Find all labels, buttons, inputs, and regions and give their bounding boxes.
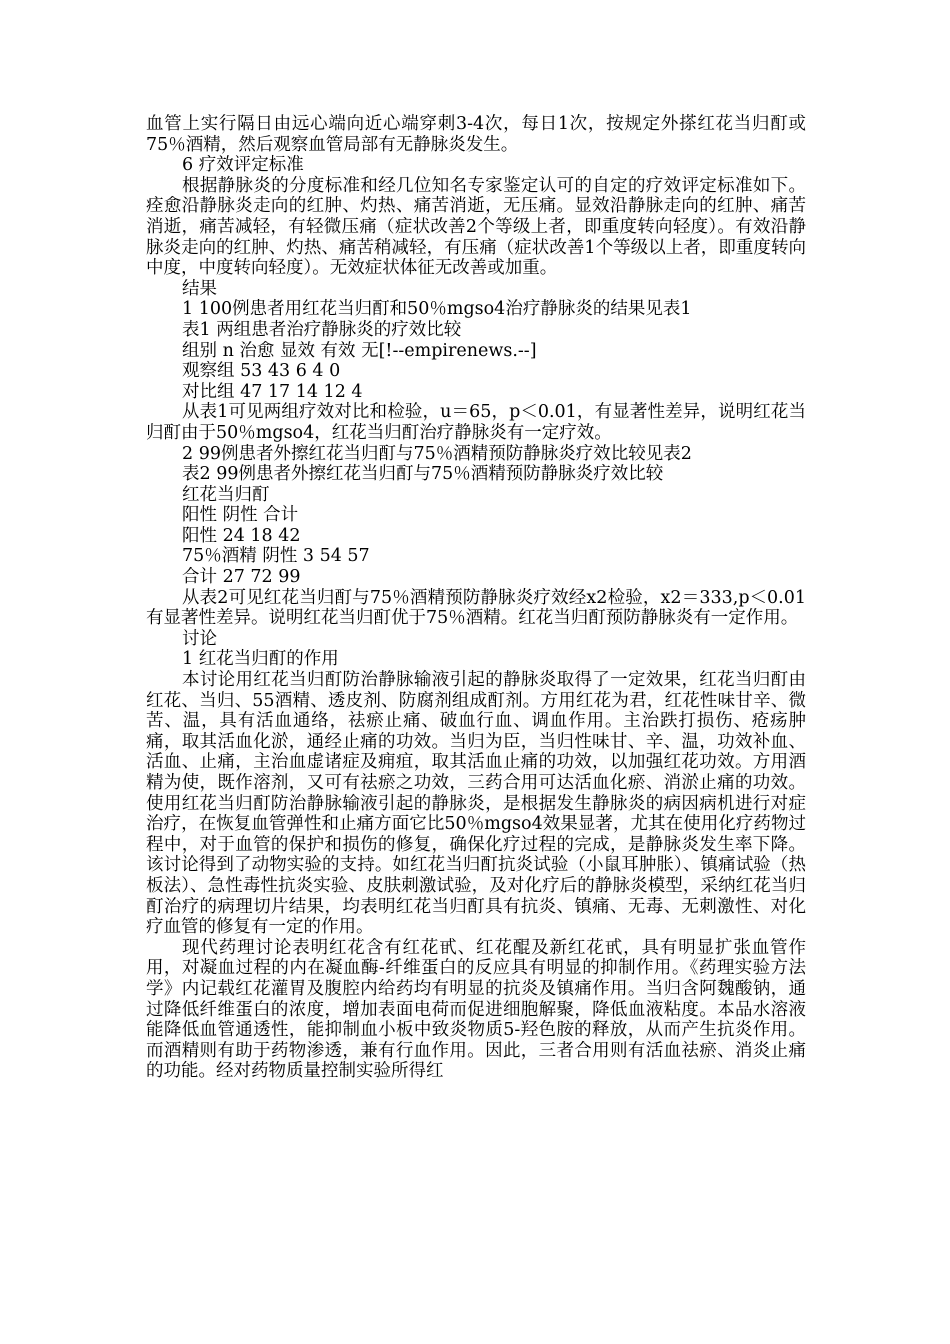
paragraph-result-2: 2 99例患者外擦红花当归酊与75％酒精预防静脉炎疗效比较见表2 (182, 443, 692, 464)
table-2-row-alcohol: 75％酒精 阴性 3 54 57 (182, 546, 370, 567)
table-1-caption: 表1 两组患者治疗静脉炎的疗效比较 (182, 319, 462, 340)
paragraph-procedure: 血管上实行隔日由远心端向近心端穿刺3-4次，每日1次，按规定外搽红花当归酊或75％酒精，然后观察血管局部有无静脉炎发生。 (146, 114, 806, 155)
paragraph-result-1: 1 100例患者用红花当归酊和50％mgso4治疗静脉炎的结果见表1 (182, 299, 692, 320)
paragraph-pharmacology: 现代药理讨论表明红花含有红花甙、红花醌及新红花甙，具有明显扩张血管作用，对凝血过程的内在凝血酶-纤维蛋白的反应具有明显的抑制作用。《药理实验方法学》内记载红花灌胃及腹腔内给药均有明显的抗炎及镇痛作用。当归含阿魏酸钠，通过降低纤维蛋白的浓度，增加表面电荷而促进细胞解聚，降低血液粘度。本品水溶液能降低血管通透性，能抑制血小板中致炎物质5-羟色胺的释放，从而产生抗炎作用。而酒精则有助于药物渗透，兼有行血作用。因此，三者合用则有活血祛瘀、消炎止痛的功能。经对药物质量控制实验所得红 (146, 937, 806, 1082)
paragraph-discussion-1: 本讨论用红花当归酊防治静脉输液引起的静脉炎取得了一定效果，红花当归酊由红花、当归、55酒精、透皮剂、防腐剂组成酊剂。方用红花为君，红花性味甘辛、微苦、温，具有活血通络，祛瘀止痛、破血行血、调血作用。主治跌打损伤、疮疡肿痛，取其活血化淤，通经止痛的功效。当归为臣，当归性味甘、辛、温，功效补血、活血、止痛，主治血虚诸症及痈疽，取其活血止痛的功效，以加强红花功效。方用酒精为使，既作溶剂，又可有祛瘀之功效，三药合用可达活血化瘀、消淤止痛的功效。使用红花当归酊防治静脉输液引起的静脉炎，是根据发生静脉炎的病因病机进行对症治疗，在恢复血管弹性和止痛方面它比50％mgso4效果显著，尤其在使用化疗药物过程中，对于血管的保护和损伤的修复，确保化疗过程的完成，是静脉炎发生率下降。该讨论得到了动物实验的支持。如红花当归酊抗炎试验（小鼠耳肿胀）、镇痛试验（热板法）、急性毒性抗炎实验、皮肤刺激试验，及对化疗后的静脉炎模型，采纳红花当归酊治疗的病理切片结果，均表明红花当归酊具有抗炎、镇痛、无毒、无刺激性、对化疗血管的修复有一定的作用。 (146, 670, 806, 938)
paragraph-criteria: 根据静脉炎的分度标准和经几位知名专家鉴定认可的自定的疗效评定标准如下。痊愈沿静脉炎走向的红肿、灼热、痛苦消逝，无压痛。显效沿静脉走向的红肿、痛苦消逝，痛苦减轻，有轻微压痛（症状改善2个等级上者，即重度转向轻度）。有效沿静脉炎走向的红肿、灼热、痛苦稍减轻，有压痛（症状改善1个等级以上者，即重度转向中度，中度转向轻度）。无效症状体征无改善或加重。 (146, 175, 806, 279)
heading-discussion-1: 1 红花当归酊的作用 (182, 649, 339, 670)
heading-results: 结果 (182, 278, 217, 299)
table-2-header: 阳性 阴性 合计 (182, 505, 299, 526)
table-1-row-observe: 观察组 53 43 6 4 0 (182, 361, 341, 382)
table-1-header: 组别 n 治愈 显效 有效 无[!--empirenews.--] (182, 340, 537, 361)
table-2-row-positive: 阳性 24 18 42 (182, 525, 301, 546)
table-1-row-control: 对比组 47 17 14 12 4 (182, 381, 363, 402)
table-2-row-total: 合计 27 72 99 (182, 567, 301, 588)
table-2-caption: 表2 99例患者外擦红花当归酊与75％酒精预防静脉炎疗效比较 (182, 464, 664, 485)
paragraph-table-1-analysis: 从表1可见两组疗效对比和检验，u＝65，p＜0.01，有显著性差异，说明红花当归酊由于50％mgso4，红花当归酊治疗静脉炎有一定疗效。 (146, 402, 806, 443)
heading-efficacy-criteria: 6 疗效评定标准 (182, 155, 304, 176)
table-2-group-label: 红花当归酊 (182, 484, 270, 505)
document-body (146, 114, 806, 1082)
paragraph-table-2-analysis: 从表2可见红花当归酊与75％酒精预防静脉炎疗效经x2检验，x2＝333,p＜0.01有显著性差异。说明红花当归酊优于75％酒精。红花当归酊预防静脉炎有一定作用。 (146, 587, 806, 629)
heading-discussion: 讨论 (182, 628, 217, 649)
